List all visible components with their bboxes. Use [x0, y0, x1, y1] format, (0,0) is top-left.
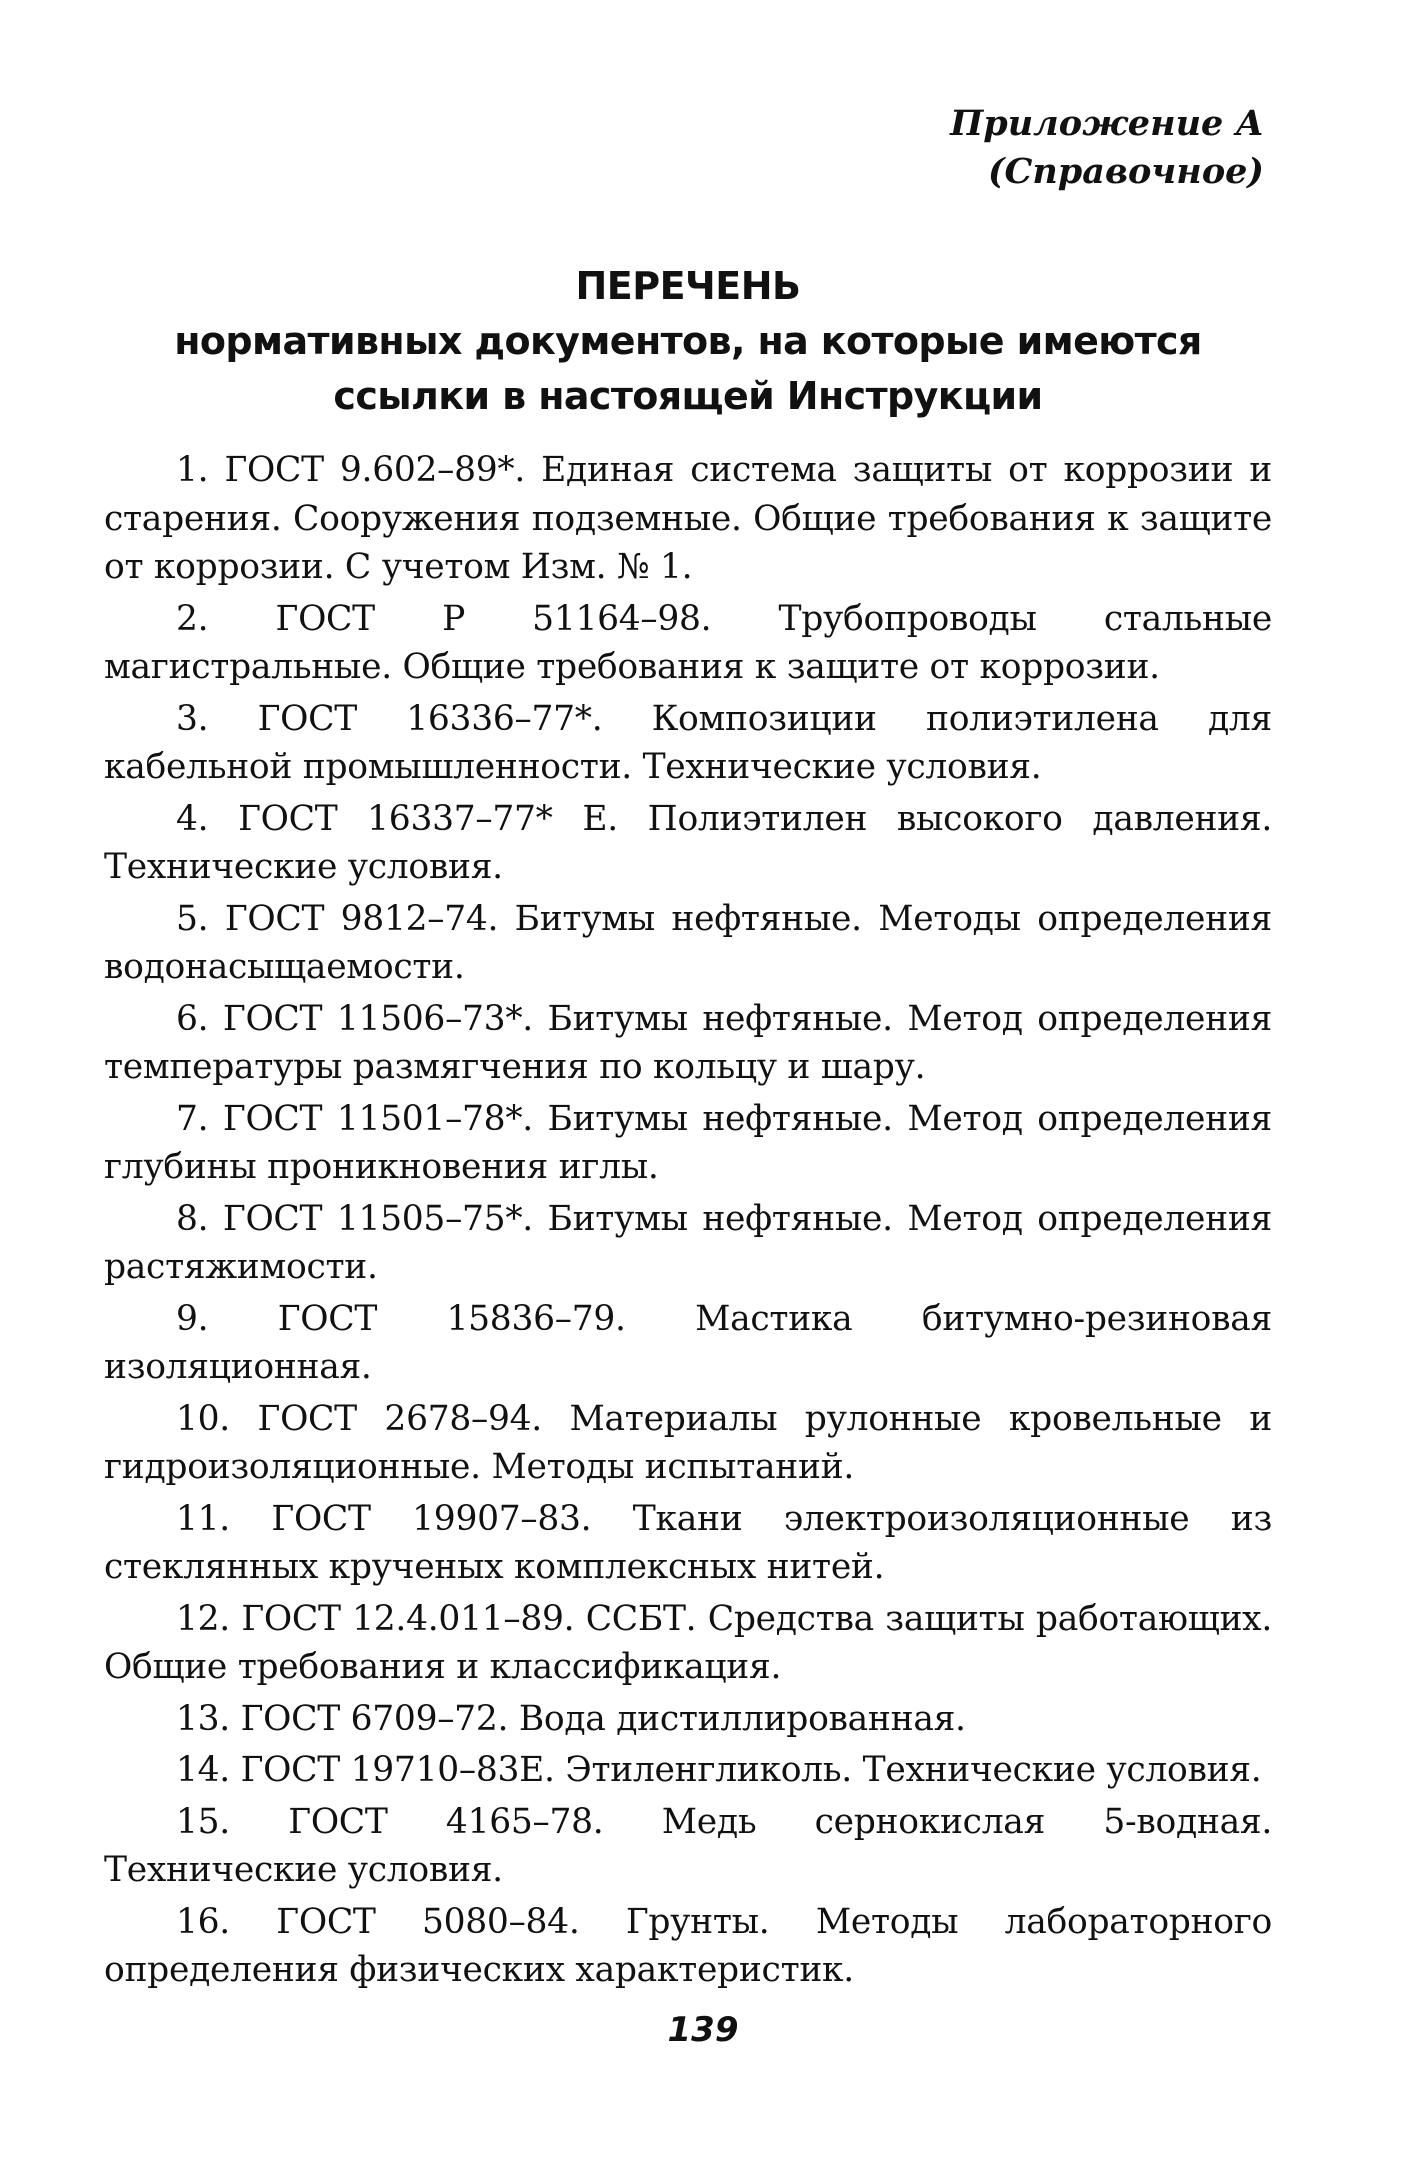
- list-item: 3. ГОСТ 16336–77*. Композиции полиэтилена для кабельной промышленности. Технические условия.: [104, 698, 1272, 787]
- list-item: 15. ГОСТ 4165–78. Медь сернокислая 5-водная. Технические условия.: [104, 1801, 1272, 1890]
- page-number: 139: [667, 2010, 739, 2050]
- appendix-type: (Справочное): [987, 151, 1264, 192]
- page-content: [104, 100, 1272, 1998]
- list-item: 6. ГОСТ 11506–73*. Битумы нефтяные. Метод определения температуры размягчения по кольцу и шару.: [104, 998, 1272, 1087]
- list-item: 8. ГОСТ 11505–75*. Битумы нефтяные. Метод определения растяжимости.: [104, 1198, 1272, 1287]
- appendix-title: Приложение А: [950, 103, 1264, 144]
- list-item: 2. ГОСТ Р 51164–98. Трубопроводы стальные магистральные. Общие требования к защите от коррозии.: [104, 598, 1272, 687]
- list-item: 1. ГОСТ 9.602–89*. Единая система защиты от коррозии и старения. Сооружения подземные. Общие требования к защите от коррозии. С учетом Изм. № 1.: [104, 450, 1272, 587]
- list-item: 11. ГОСТ 19907–83. Ткани электроизоляционные из стеклянных крученых комплексных нитей.: [104, 1498, 1272, 1587]
- appendix-label: [104, 100, 1272, 196]
- list-item: 10. ГОСТ 2678–94. Материалы рулонные кровельные и гидроизоляционные. Методы испытаний.: [104, 1398, 1272, 1487]
- list-item: 9. ГОСТ 15836–79. Мастика битумно-резиновая изоляционная.: [104, 1298, 1272, 1387]
- list-item: 12. ГОСТ 12.4.011–89. ССБТ. Средства защиты работающих. Общие требования и классификация.: [104, 1598, 1272, 1687]
- list-item: 16. ГОСТ 5080–84. Грунты. Методы лабораторного определения физических характеристик.: [104, 1901, 1272, 1990]
- list-subtitle-line-1: нормативных документов, на которые имеются: [174, 319, 1202, 363]
- document-reference-list: [104, 446, 1272, 1995]
- list-subtitle-line-2: ссылки в настоящей Инструкции: [333, 374, 1043, 418]
- list-title: ПЕРЕЧЕНЬ: [575, 264, 801, 308]
- list-item: 14. ГОСТ 19710–83Е. Этиленгликоль. Технические условия.: [176, 1750, 1262, 1790]
- list-item: 5. ГОСТ 9812–74. Битумы нефтяные. Методы определения водонасыщаемости.: [104, 898, 1272, 987]
- list-item: 13. ГОСТ 6709–72. Вода дистиллированная.: [176, 1698, 966, 1739]
- list-item: 4. ГОСТ 16337–77* Е. Полиэтилен высокого давления. Технические условия.: [104, 798, 1272, 887]
- list-item: 7. ГОСТ 11501–78*. Битумы нефтяные. Метод определения глубины проникновения иглы.: [104, 1098, 1272, 1187]
